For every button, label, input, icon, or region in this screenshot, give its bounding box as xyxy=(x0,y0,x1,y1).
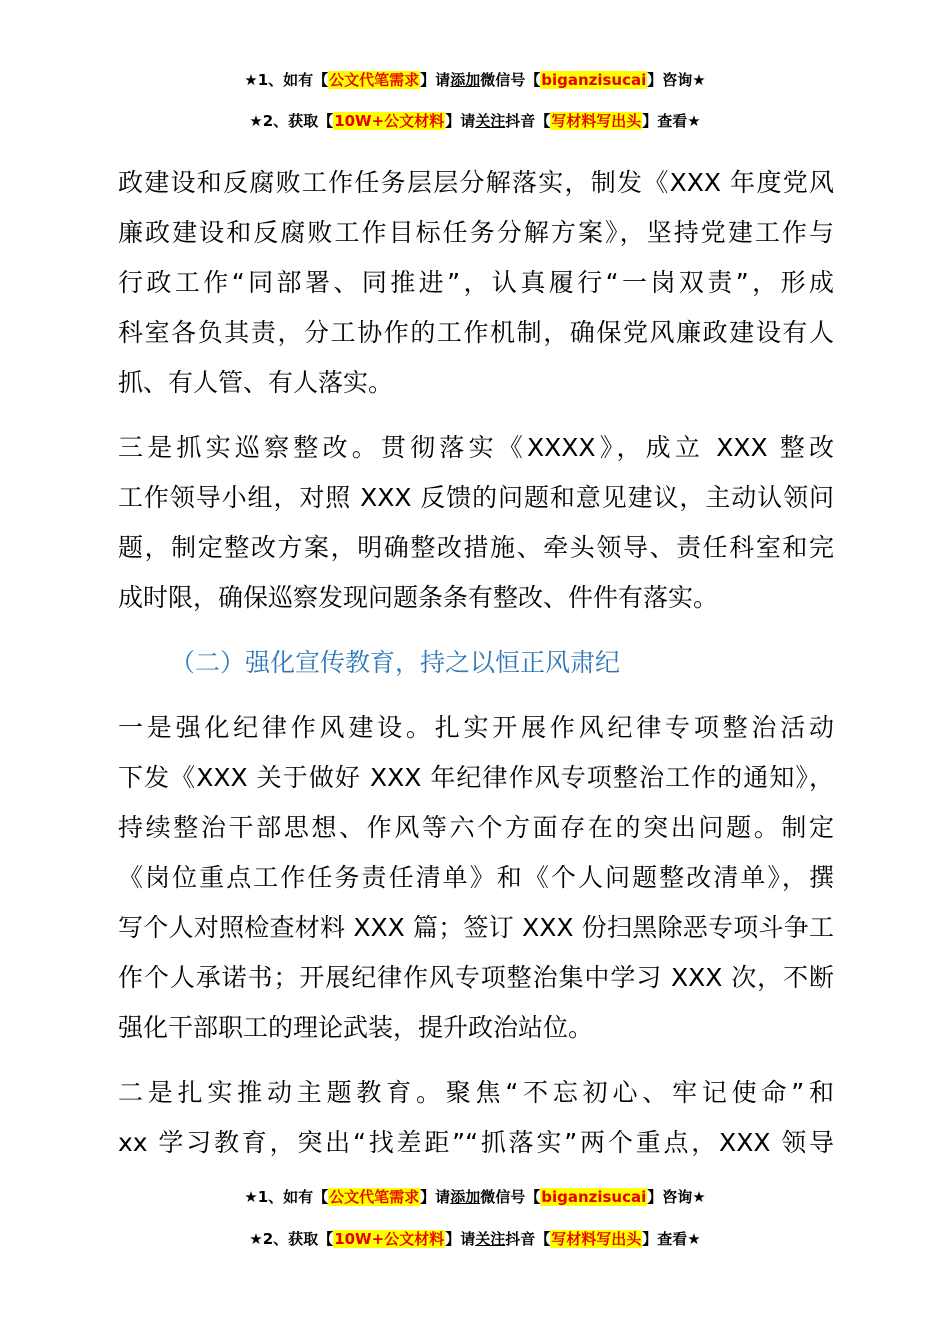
text-line: 《岗位重点工作任务责任清单》和《个人问题整改清单》，撰 xyxy=(118,863,834,892)
text-line: 三是抓实巡察整改。贯彻落实《XXXX》，成立 XXX 整改 xyxy=(118,433,834,462)
promo-underline: 关注 xyxy=(475,112,506,130)
text-line: 工作领导小组，对照 XXX 反馈的问题和意见建议，主动认领问 xyxy=(118,483,834,512)
promo-text: ★1、如有【 xyxy=(244,71,329,89)
promo-highlight: 公文代笔需求 xyxy=(329,71,420,89)
promo-highlight: biganzisucai xyxy=(541,1188,647,1206)
promo-text: 】咨询★ xyxy=(647,1188,706,1206)
promo-highlight: biganzisucai xyxy=(541,71,647,89)
text-line: 廉政建设和反腐败工作目标任务分解方案》，坚持党建工作与 xyxy=(118,218,834,247)
promo-underline: 添加 xyxy=(450,71,481,89)
paragraph-1 xyxy=(118,158,834,408)
text-line: 写个人对照检查材料 XXX 篇；签订 XXX 份扫黑除恶专项斗争工 xyxy=(118,913,834,942)
text-line: 一是强化纪律作风建设。扎实开展作风纪律专项整治活动 xyxy=(118,713,834,742)
text-line: 强化干部职工的理论武装，提升政治站位。 xyxy=(118,1013,594,1042)
text-line: 抓、有人管、有人落实。 xyxy=(118,368,394,397)
section-heading: （二）强化宣传教育，持之以恒正风肃纪 xyxy=(170,648,621,677)
text-line: 政建设和反腐败工作任务层层分解落实，制发《XXX 年度党风 xyxy=(118,168,834,197)
promo-text: 】请 xyxy=(420,1188,451,1206)
promo-highlight: 10W+公文材料 xyxy=(334,1230,445,1248)
text-line: 作个人承诺书；开展纪律作风专项整治集中学习 XXX 次，不断 xyxy=(118,963,834,992)
promo-text: 】请 xyxy=(445,112,476,130)
promo-highlight: 10W+公文材料 xyxy=(334,112,445,130)
text-line: 成时限，确保巡察发现问题条条有整改、件件有落实。 xyxy=(118,583,719,612)
promo-text: 】请 xyxy=(420,71,451,89)
promo-highlight: 公文代笔需求 xyxy=(329,1188,420,1206)
promo-underline: 关注 xyxy=(475,1230,506,1248)
text-line: 科室各负其责，分工协作的工作机制，确保党风廉政建设有人 xyxy=(118,318,834,347)
footer-promo-line-2 xyxy=(0,1229,950,1249)
paragraph-4 xyxy=(118,1068,834,1168)
text-line: 二是扎实推动主题教育。聚焦“不忘初心、牢记使命”和 xyxy=(118,1078,834,1107)
text-line: xx 学习教育，突出“找差距”“抓落实”两个重点，XXX 领导 xyxy=(118,1128,834,1157)
promo-text: 抖音【 xyxy=(505,1230,551,1248)
promo-text: 微信号【 xyxy=(480,1188,541,1206)
footer-promo-line-1 xyxy=(0,1187,950,1207)
promo-text: 】请 xyxy=(445,1230,476,1248)
promo-underline: 添加 xyxy=(450,1188,481,1206)
text-line: 下发《XXX 关于做好 XXX 年纪律作风专项整治工作的通知》， xyxy=(118,763,834,792)
promo-text: ★1、如有【 xyxy=(244,1188,329,1206)
promo-text: 抖音【 xyxy=(505,112,551,130)
header-promo-line-1 xyxy=(0,70,950,90)
promo-highlight: 写材料写出头 xyxy=(551,112,642,130)
promo-text: 】咨询★ xyxy=(647,71,706,89)
paragraph-2 xyxy=(118,423,834,623)
promo-text: 】查看★ xyxy=(642,112,701,130)
text-line: 题，制定整改方案，明确整改措施、牵头领导、责任科室和完 xyxy=(118,533,834,562)
promo-text: 】查看★ xyxy=(642,1230,701,1248)
promo-text: ★2、获取【 xyxy=(249,112,334,130)
paragraph-3 xyxy=(118,703,834,1053)
promo-text: ★2、获取【 xyxy=(249,1230,334,1248)
document-body xyxy=(118,158,834,1168)
text-line: 行政工作“同部署、同推进”，认真履行“一岗双责”，形成 xyxy=(118,268,834,297)
text-line: 持续整治干部思想、作风等六个方面存在的突出问题。制定 xyxy=(118,813,834,842)
promo-text: 微信号【 xyxy=(480,71,541,89)
promo-highlight: 写材料写出头 xyxy=(551,1230,642,1248)
header-promo-line-2 xyxy=(0,111,950,131)
